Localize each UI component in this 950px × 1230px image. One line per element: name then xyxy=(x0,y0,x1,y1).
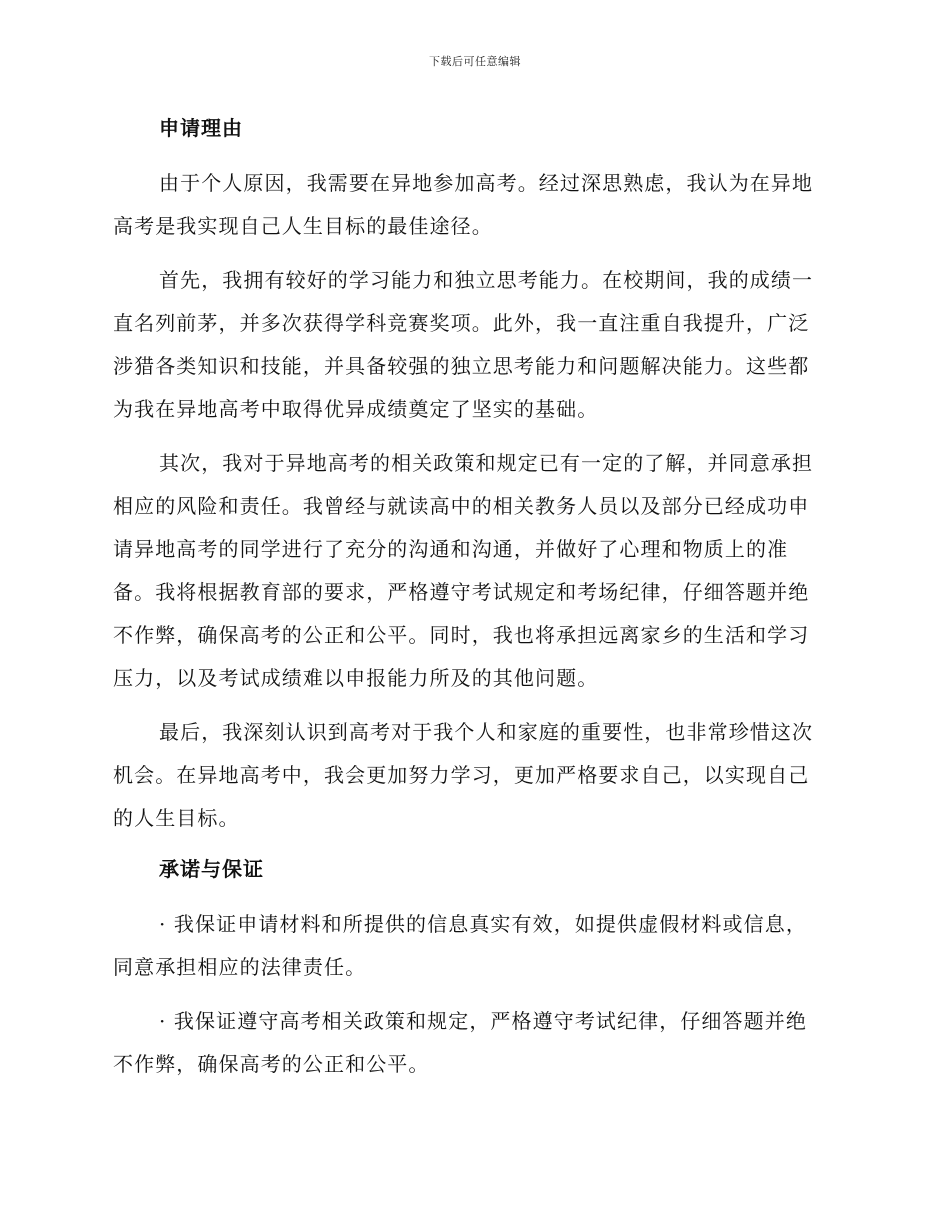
paragraph-line: 由于个人原因，我需要在异地参加高考。经过深思熟虑，我认为在异地 xyxy=(159,171,814,195)
paragraph xyxy=(113,442,833,700)
paragraph-line: 涉猎各类知识和技能，并具备较强的独立思考能力和问题解决能力。这些都 xyxy=(113,354,810,378)
section-heading: 承诺与保证 xyxy=(159,857,264,881)
paragraph-line: 同意承担相应的法律责任。 xyxy=(113,955,367,979)
paragraph-line: 首先，我拥有较好的学习能力和独立思考能力。在校期间，我的成绩一 xyxy=(159,268,814,292)
bullet-item xyxy=(113,1000,833,1086)
paragraph-line: 压力，以及考试成绩难以申报能力所及的其他问题。 xyxy=(113,666,599,690)
paragraph-line: 请异地高考的同学进行了充分的沟通和沟通，并做好了心理和物质上的准 xyxy=(113,537,789,561)
paragraph-line: 不作弊，确保高考的公正和公平。 xyxy=(113,1052,430,1076)
paragraph-line: · 我保证遵守高考相关政策和规定，严格遵守考试纪律，仔细答题并绝 xyxy=(159,1009,807,1033)
section-heading: 申请理由 xyxy=(159,116,243,140)
paragraph-line: 为我在异地高考中取得优异成绩奠定了坚实的基础。 xyxy=(113,397,599,421)
document-body xyxy=(113,110,833,1086)
header-note: 下载后可任意编辑 xyxy=(429,55,521,68)
paragraph-line: 机会。在异地高考中，我会更加努力学习，更加严格要求自己，以实现自己 xyxy=(113,763,810,787)
section-commitment xyxy=(113,851,833,1086)
paragraph xyxy=(113,259,833,431)
section-application-reason xyxy=(113,110,833,851)
paragraph-line: 高考是我实现自己人生目标的最佳途径。 xyxy=(113,214,493,238)
paragraph-line: 的人生目标。 xyxy=(113,806,240,830)
bullet-item xyxy=(113,903,833,989)
paragraph-line: 最后，我深刻认识到高考对于我个人和家庭的重要性，也非常珍惜这次 xyxy=(159,720,814,744)
paragraph-line: 不作弊，确保高考的公正和公平。同时，我也将承担远离家乡的生活和学习 xyxy=(113,623,810,647)
paragraph-line: 直名列前茅，并多次获得学科竞赛奖项。此外，我一直注重自我提升，广泛 xyxy=(113,311,810,335)
paragraph-line: 备。我将根据教育部的要求，严格遵守考试规定和考场纪律，仔细答题并绝 xyxy=(113,580,810,604)
paragraph xyxy=(113,711,833,840)
paragraph-line: 相应的风险和责任。我曾经与就读高中的相关教务人员以及部分已经成功申 xyxy=(113,494,810,518)
paragraph-line: 其次，我对于异地高考的相关政策和规定已有一定的了解，并同意承担 xyxy=(159,451,814,475)
paragraph-line: · 我保证申请材料和所提供的信息真实有效，如提供虚假材料或信息， xyxy=(159,912,807,936)
paragraph xyxy=(113,162,833,248)
